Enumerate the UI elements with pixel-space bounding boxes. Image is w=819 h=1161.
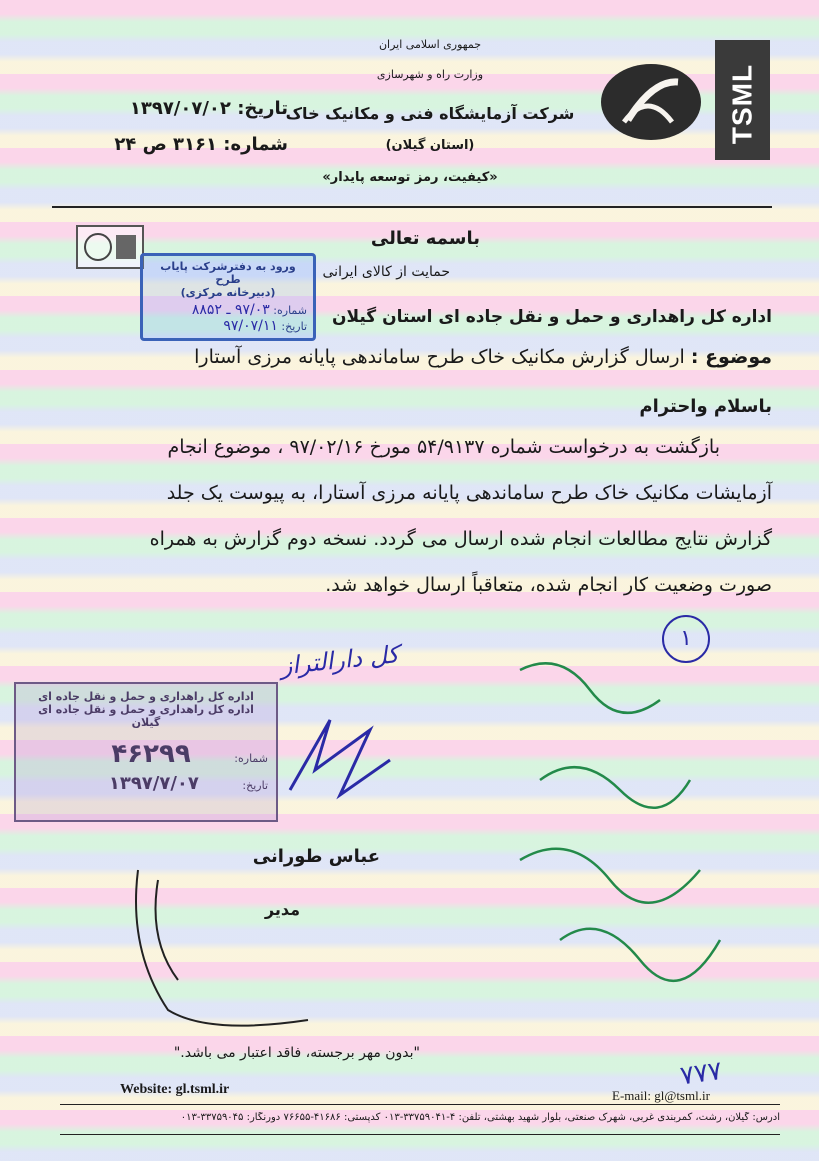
footer-divider-top (60, 1104, 780, 1105)
entry-stamp-date-label: تاریخ: (281, 320, 307, 333)
receipt-stamp-date-label: تاریخ: (242, 779, 268, 792)
entry-stamp-number-value: ۹۷/۰۳ ـ ۸۸۵۲ (191, 302, 270, 318)
handwritten-number: ۷۷۷ (678, 1055, 724, 1092)
seal-circle-icon (84, 233, 112, 261)
footer-address: آدرس: گیلان، رشت، کمربندی غربی، شهرک صنعتی، بلوار شهید بهشتی، تلفن: ۴-۳۳۷۵۹۰۴۱-۰۱۳ کدپستی: ۴۱۶۸۶-۷۶۶۵۵ دورنگار: ۳۳۷۵۹۰۴۵-۰۱۳ (180, 1112, 780, 1123)
logo-text: TSML (726, 63, 758, 145)
emboss-note: "بدون مهر برجسته، فاقد اعتبار می باشد." (173, 1045, 420, 1061)
green-scribble-icon (500, 640, 740, 1020)
receipt-stamp-line-1: اداره کل راهداری و حمل و نقل جاده ای (38, 690, 254, 703)
header-country: جمهوری اسلامی ایران (378, 38, 482, 51)
entry-stamp-date (149, 318, 307, 334)
signer-name: عباس طورانی (252, 846, 380, 867)
small-seal-stamp (76, 225, 144, 269)
header-divider (52, 206, 772, 208)
receipt-stamp-number (24, 739, 268, 769)
letter-paragraph-1: بازگشت به درخواست شماره ۵۴/۹۱۳۷ مورخ ۹۷/۰۲/۱۶ ، موضوع انجام (167, 436, 720, 458)
receipt-stamp-number-value: ۴۶۲۹۹ (111, 739, 191, 769)
footer-divider-bottom (60, 1134, 780, 1135)
header-date-value: ۱۳۹۷/۰۷/۰۲ (129, 98, 231, 119)
support-slogan: حمایت از کالای ایرانی (322, 264, 450, 280)
entry-stamp-date-value: ۹۷/۰۷/۱۱ (223, 318, 278, 334)
entry-stamp-line-1: ورود به دفترشرکت پایاب طرح (160, 260, 296, 286)
receipt-stamp-number-label: شماره: (234, 752, 268, 765)
header-date (78, 98, 288, 119)
letter-greeting: باسلام واحترام (639, 396, 772, 417)
signature-scribble-icon (270, 700, 400, 810)
header-slogan: «کیفیت، رمز توسعه پایدار» (322, 170, 498, 185)
header-date-label: تاریخ: (237, 98, 288, 119)
footer-website: Website: gl.tsml.ir (120, 1082, 230, 1097)
header-number-value: ۳۱۶۱ ص ۲۴ (114, 134, 217, 155)
entry-stamp-number (149, 302, 307, 318)
handwritten-note: کل دارالتراز (279, 640, 401, 681)
letter-body (50, 424, 772, 608)
letter-subject (120, 346, 772, 368)
receipt-stamp-date (24, 773, 268, 794)
letter-paragraph-2: آزمایشات مکانیک خاک طرح ساماندهی پایانه مرزی آستارا، به پیوست یک جلد (166, 482, 772, 504)
circled-number-value: ۱ (680, 626, 692, 651)
letter-recipient: اداره کل راهداری و حمل و نقل جاده ای استان گیلان (331, 307, 772, 327)
tsml-logo-box (715, 40, 770, 160)
entry-stamp-line-2: (دبیرخانه مرکزی) (180, 286, 276, 299)
header-number-label: شماره: (223, 134, 288, 155)
footer-email: E-mail: gl@tsml.ir (612, 1088, 710, 1103)
receipt-stamp-date-value: ۱۳۹۷/۷/۰۷ (108, 773, 199, 794)
entry-stamp (140, 253, 316, 341)
tsml-emblem-icon (598, 60, 704, 144)
receipt-stamp-line-2: اداره کل راهداری و حمل و نقل جاده ای گیلان (38, 703, 254, 729)
letter-paragraph-3: گزارش نتایج مطالعات انجام شده ارسال می گردد. نسخه دوم گزارش به همراه (149, 528, 772, 550)
letter-invocation: باسمه تعالی (370, 228, 480, 249)
header-company: شرکت آزمایشگاه فنی و مکانیک خاک (285, 104, 575, 123)
letter-subject-label: موضوع : (690, 346, 772, 368)
header-ministry: وزارت راه و شهرسازی (376, 68, 484, 81)
letter-paragraph-4: صورت وضعیت کار انجام شده، متعاقباً ارسال خواهد شد. (325, 574, 772, 596)
header-province: (استان گیلان) (385, 138, 475, 153)
header-number (78, 134, 288, 155)
receipt-stamp (14, 682, 278, 822)
letter-subject-text: ارسال گزارش مکانیک خاک طرح ساماندهی پایانه مرزی آستارا (194, 346, 685, 368)
seal-emblem-icon (116, 235, 136, 259)
entry-stamp-number-label: شماره: (273, 304, 307, 317)
signature-loop-icon (118, 860, 318, 1040)
signer-title: مدیر (264, 900, 300, 919)
